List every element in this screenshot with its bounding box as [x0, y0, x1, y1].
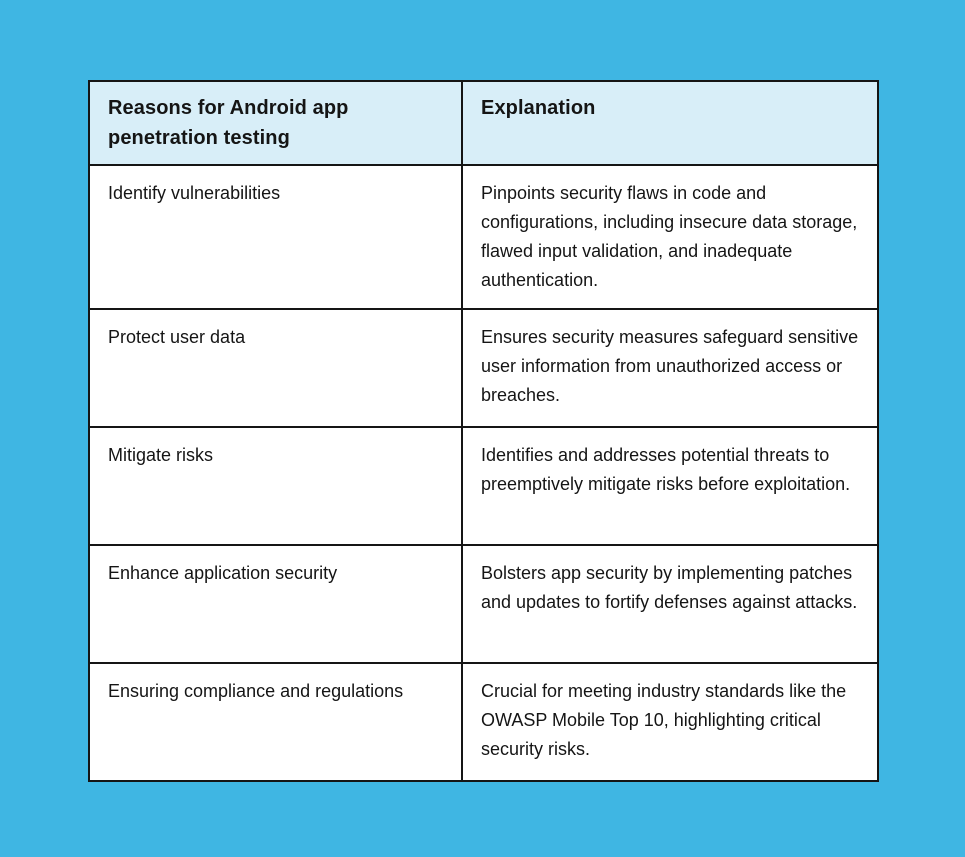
table-header-row	[89, 81, 878, 165]
table-row	[89, 663, 878, 781]
explanation-cell: Bolsters app security by implementing patches and updates to fortify defenses against attacks.	[462, 545, 878, 663]
reason-cell: Mitigate risks	[89, 427, 462, 545]
penetration-testing-table-container	[88, 80, 879, 782]
table-row	[89, 165, 878, 309]
table-row	[89, 427, 878, 545]
table-row	[89, 309, 878, 427]
column-header-reasons: Reasons for Android app penetration testing	[89, 81, 462, 165]
explanation-cell: Identifies and addresses potential threats to preemptively mitigate risks before exploitation.	[462, 427, 878, 545]
reason-cell: Identify vulnerabilities	[89, 165, 462, 309]
table-row	[89, 545, 878, 663]
column-header-explanation: Explanation	[462, 81, 878, 165]
reason-cell: Protect user data	[89, 309, 462, 427]
reason-cell: Ensuring compliance and regulations	[89, 663, 462, 781]
explanation-cell: Ensures security measures safeguard sensitive user information from unauthorized access or breaches.	[462, 309, 878, 427]
explanation-cell: Crucial for meeting industry standards like the OWASP Mobile Top 10, highlighting critical security risks.	[462, 663, 878, 781]
explanation-cell: Pinpoints security flaws in code and configurations, including insecure data storage, flawed input validation, and inadequate authentication.	[462, 165, 878, 309]
reason-cell: Enhance application security	[89, 545, 462, 663]
penetration-testing-table	[88, 80, 879, 782]
